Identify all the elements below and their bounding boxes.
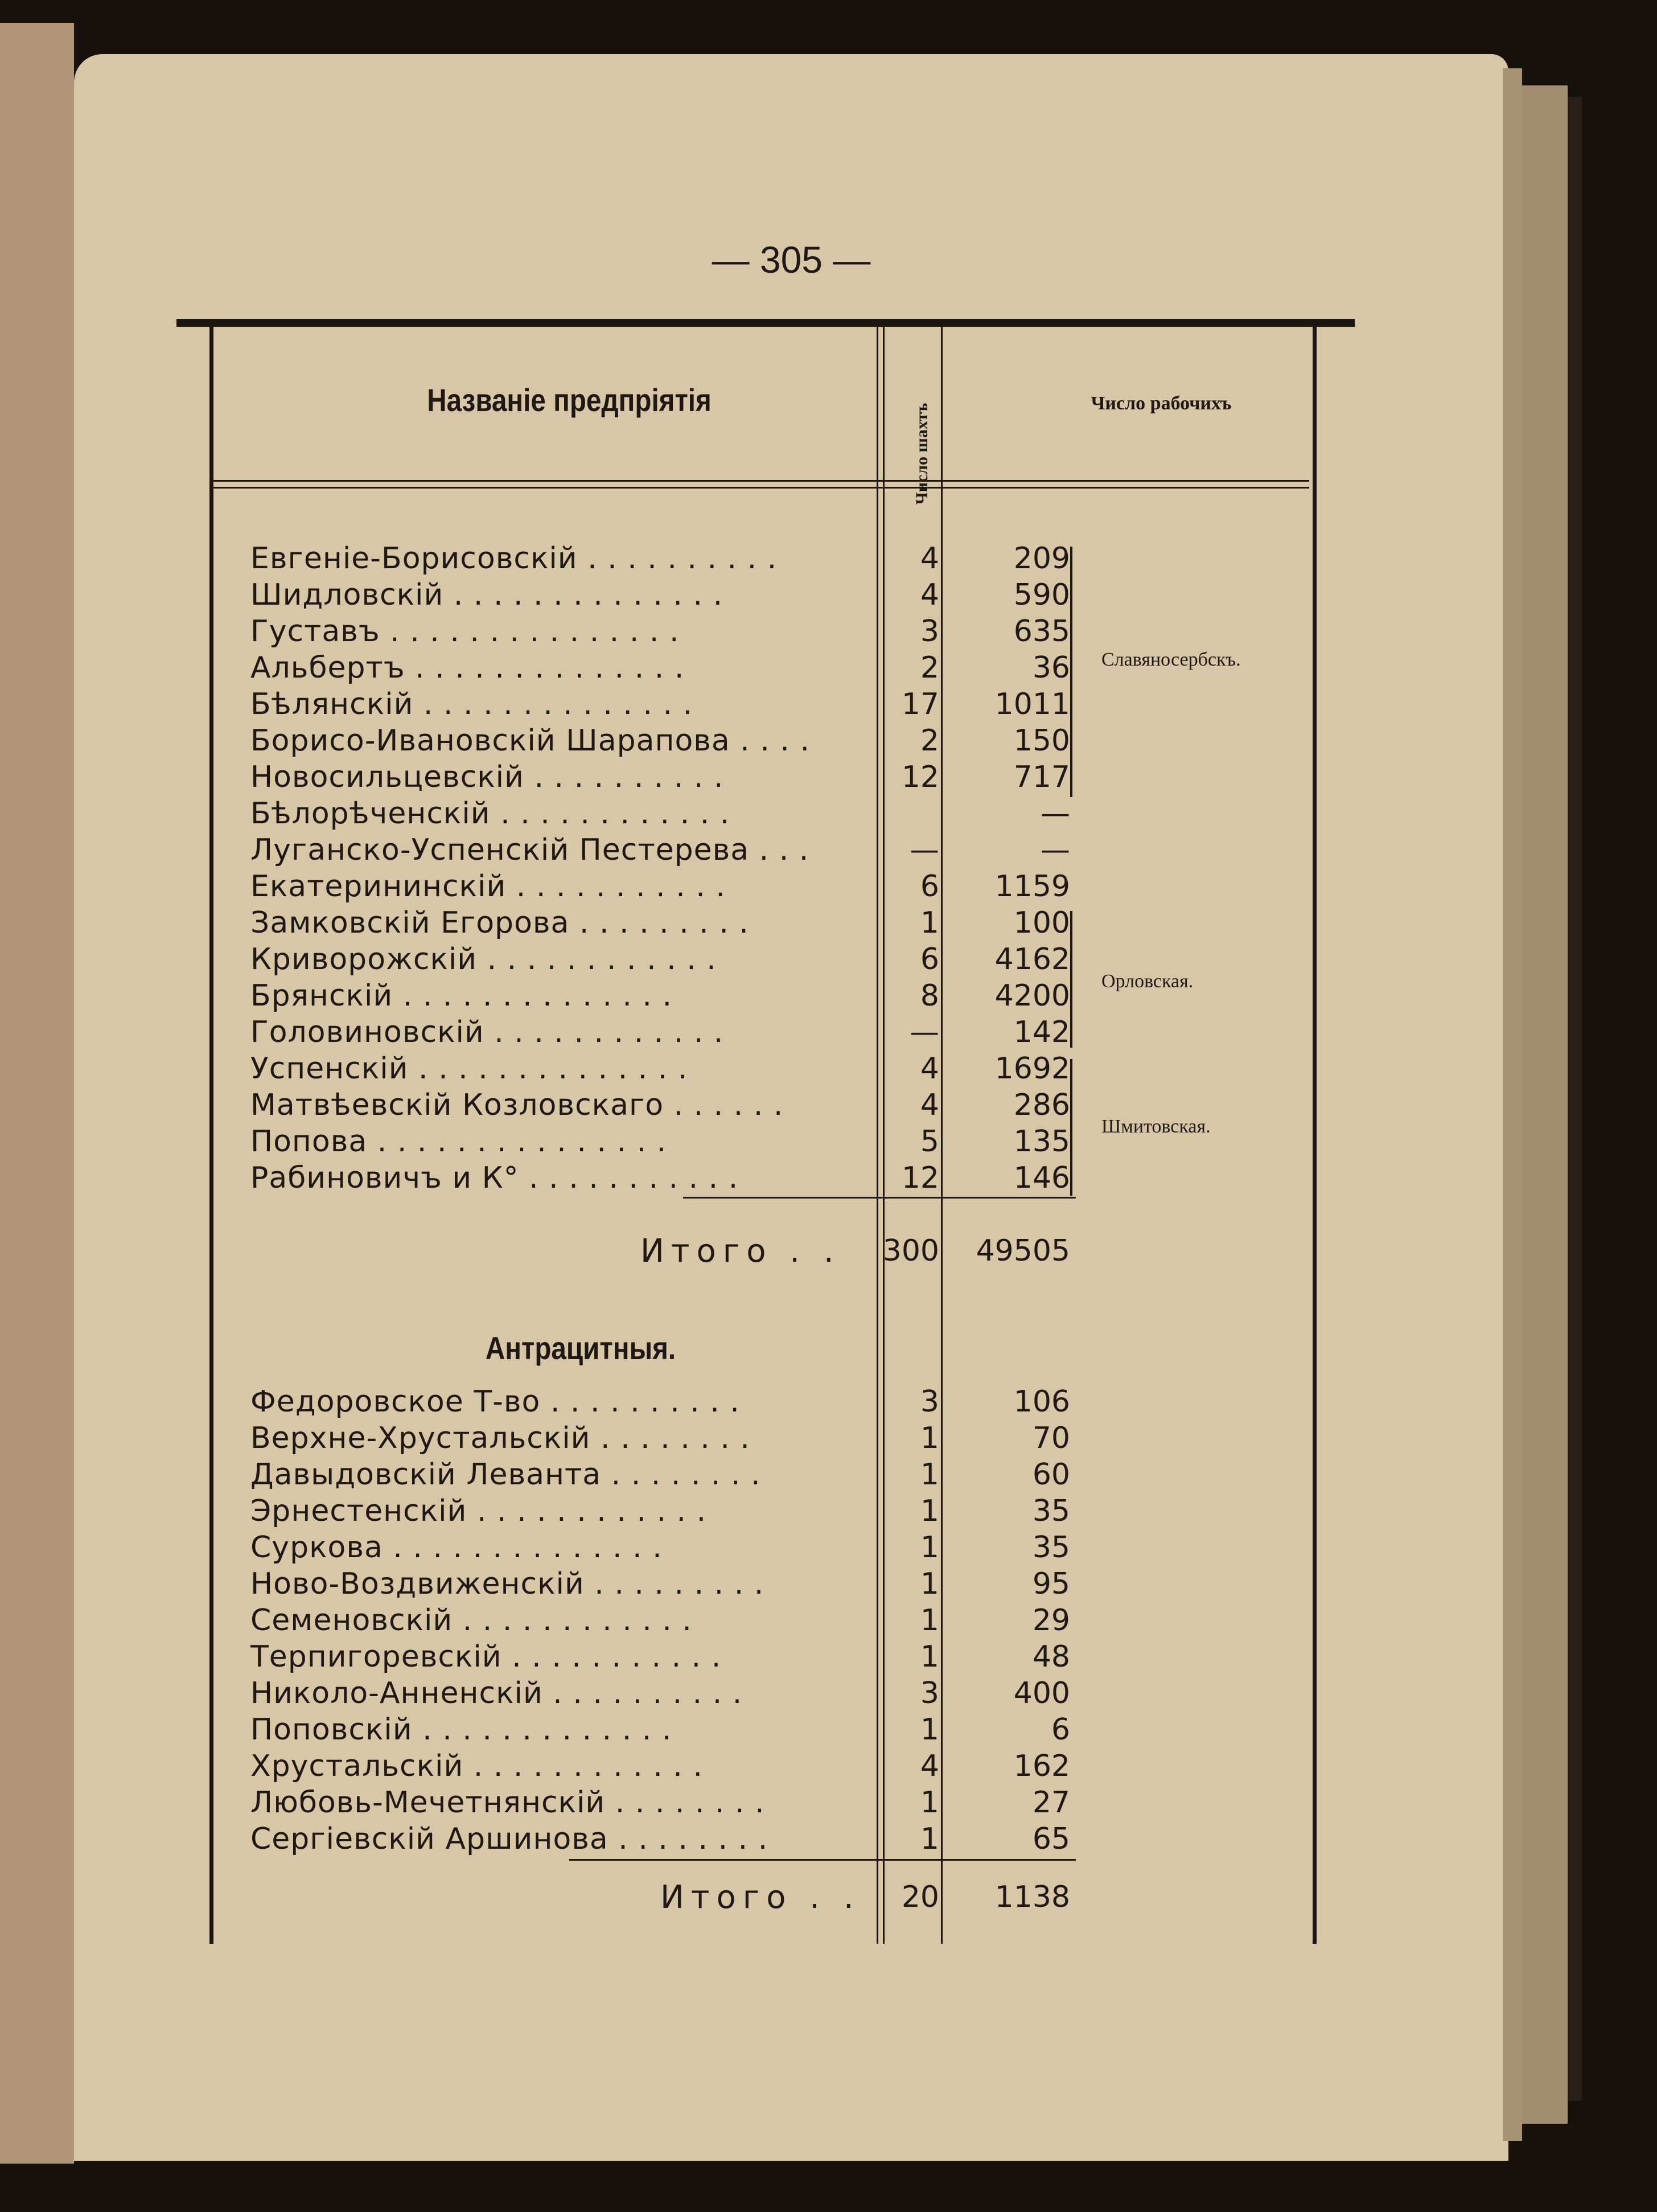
- mines-count: 1: [920, 1530, 939, 1565]
- group-brace: [1064, 911, 1072, 1048]
- enterprise-name: Николо-Анненскій . . . . . . . . . .: [250, 1676, 743, 1710]
- mines-count: 6: [920, 942, 939, 976]
- workers-count: 150: [1013, 724, 1070, 758]
- workers-count: 70: [1032, 1421, 1070, 1455]
- book-cover-edge: [1568, 97, 1582, 2101]
- mines-count: 1: [920, 1421, 939, 1455]
- enterprise-name: Суркова . . . . . . . . . . . . . .: [250, 1530, 663, 1565]
- enterprise-name: Давыдовскій Леванта . . . . . . . .: [250, 1458, 761, 1492]
- total-workers: 1138: [994, 1880, 1070, 1914]
- enterprise-name: Эрнестенскій . . . . . . . . . . . .: [250, 1494, 707, 1528]
- workers-count: 106: [1013, 1385, 1070, 1419]
- workers-count: 1159: [994, 869, 1070, 904]
- enterprise-name: Криворожскій . . . . . . . . . . . .: [250, 942, 717, 976]
- mines-count: 4: [920, 1088, 939, 1122]
- workers-count: 717: [1013, 760, 1070, 794]
- enterprise-name: Попова . . . . . . . . . . . . . . .: [250, 1125, 667, 1159]
- workers-count: 35: [1032, 1530, 1070, 1565]
- mines-count: 12: [901, 1161, 939, 1195]
- workers-count: 400: [1013, 1676, 1070, 1710]
- header-bottom-rule: [211, 480, 1309, 482]
- workers-column-header: Число рабочихъ: [1091, 393, 1232, 414]
- mines-count: 1: [920, 1786, 939, 1820]
- table-left-border: [209, 327, 213, 1944]
- enterprise-name: Рабиновичъ и К° . . . . . . . . . . .: [250, 1161, 739, 1195]
- mines-count: 4: [920, 1749, 939, 1783]
- enterprise-name: Верхне-Хрустальскій . . . . . . . .: [250, 1421, 750, 1455]
- enterprise-name: Любовь-Мечетнянскій . . . . . . . .: [250, 1786, 765, 1820]
- mines-count: 1: [920, 1713, 939, 1747]
- mines-count: 6: [920, 869, 939, 904]
- workers-count: 4200: [994, 979, 1070, 1013]
- enterprise-name: Бѣлянскій . . . . . . . . . . . . . .: [250, 687, 693, 721]
- total-rule: [683, 1197, 1076, 1199]
- workers-count: 48: [1032, 1640, 1070, 1674]
- enterprise-name: Шидловскій . . . . . . . . . . . . . .: [250, 578, 723, 612]
- enterprise-name: Успенскій . . . . . . . . . . . . . .: [250, 1052, 688, 1086]
- enterprise-name: Новосильцевскій . . . . . . . . . .: [250, 760, 724, 794]
- enterprise-name: Хрустальскій . . . . . . . . . . . .: [250, 1749, 703, 1783]
- mines-count: —: [910, 1015, 939, 1049]
- mines-count: 17: [901, 687, 939, 721]
- header-bottom-rule: [211, 487, 1309, 489]
- mines-count: 1: [920, 906, 939, 940]
- enterprise-name: Семеновскій . . . . . . . . . . . .: [250, 1603, 692, 1638]
- section-title: Антрацитныя.: [485, 1330, 676, 1366]
- mines-count: 5: [920, 1125, 939, 1159]
- mines-count: —: [910, 833, 939, 867]
- mines-count: 4: [920, 541, 939, 576]
- table-right-border: [1313, 327, 1317, 1944]
- page-number: — 305 —: [712, 239, 871, 281]
- workers-count: 1692: [994, 1052, 1070, 1086]
- workers-count: 135: [1013, 1125, 1070, 1159]
- workers-count: 65: [1032, 1822, 1070, 1856]
- workers-count: 27: [1032, 1786, 1070, 1820]
- workers-count: —: [1041, 833, 1070, 867]
- mines-count: 1: [920, 1822, 939, 1856]
- mines-count: 1: [920, 1567, 939, 1601]
- workers-count: 142: [1013, 1015, 1070, 1049]
- enterprise-name: Ново-Воздвиженскій . . . . . . . . .: [250, 1567, 764, 1601]
- enterprise-name: Евгеніе-Борисовскій . . . . . . . . . .: [250, 541, 778, 576]
- workers-count: 36: [1032, 651, 1070, 685]
- total-rule: [569, 1859, 1076, 1861]
- facing-page-edge: [0, 23, 74, 2164]
- enterprise-name: Екатерининскій . . . . . . . . . . .: [250, 869, 726, 904]
- workers-count: 4162: [994, 942, 1070, 976]
- mines-count: 4: [920, 1052, 939, 1086]
- enterprise-name: Густавъ . . . . . . . . . . . . . . .: [250, 614, 680, 649]
- total-label: Итого . .: [640, 1233, 841, 1270]
- enterprise-name: Терпигоревскій . . . . . . . . . . .: [250, 1640, 722, 1674]
- enterprise-name: Бѣлорѣченскій . . . . . . . . . . . .: [250, 797, 730, 831]
- group-brace: [1064, 1059, 1072, 1196]
- workers-count: 6: [1051, 1713, 1070, 1747]
- mines-count: 3: [920, 614, 939, 649]
- district-label: Шмитовская.: [1101, 1116, 1211, 1137]
- workers-count: 146: [1013, 1161, 1070, 1195]
- workers-count: 209: [1013, 541, 1070, 576]
- mines-count: 1: [920, 1640, 939, 1674]
- mines-count: 8: [920, 979, 939, 1013]
- workers-count: —: [1041, 797, 1070, 831]
- total-workers: 49505: [976, 1234, 1070, 1268]
- enterprise-name: Брянскій . . . . . . . . . . . . . .: [250, 979, 673, 1013]
- workers-count: 286: [1013, 1088, 1070, 1122]
- enterprise-name: Борисо-Ивановскій Шарапова . . . .: [250, 724, 810, 758]
- mines-count: 2: [920, 724, 939, 758]
- workers-count: 100: [1013, 906, 1070, 940]
- workers-count: 1011: [994, 687, 1070, 721]
- mines-count: 1: [920, 1494, 939, 1528]
- enterprise-name: Замковскій Егорова . . . . . . . . .: [250, 906, 749, 940]
- enterprise-name: Сергіевскій Аршинова . . . . . . . .: [250, 1822, 768, 1856]
- column-divider: [941, 327, 943, 1944]
- mines-count: 3: [920, 1385, 939, 1419]
- mines-count: 1: [920, 1603, 939, 1638]
- workers-count: 162: [1013, 1749, 1070, 1783]
- mines-column-header: Число шахтъ: [912, 403, 931, 505]
- workers-count: 590: [1013, 578, 1070, 612]
- enterprise-name: Матвѣевскій Козловскаго . . . . . .: [250, 1088, 784, 1122]
- mines-count: 4: [920, 578, 939, 612]
- enterprise-name: Альбертъ . . . . . . . . . . . . . .: [250, 651, 685, 685]
- mines-count: 3: [920, 1676, 939, 1710]
- enterprise-name: Федоровское Т-во . . . . . . . . . .: [250, 1385, 740, 1419]
- workers-count: 635: [1013, 614, 1070, 649]
- mines-count: 12: [901, 760, 939, 794]
- table-top-rule: [176, 319, 1355, 327]
- workers-count: 95: [1032, 1567, 1070, 1601]
- page-edge: [1522, 85, 1568, 2124]
- total-mines: 20: [901, 1880, 939, 1914]
- enterprise-name: Луганско-Успенскій Пестерева . . .: [250, 833, 809, 867]
- mines-count: 1: [920, 1458, 939, 1492]
- enterprise-name: Поповскій . . . . . . . . . . . . .: [250, 1713, 672, 1747]
- page-edge: [1503, 68, 1522, 2141]
- district-label: Орловская.: [1101, 971, 1194, 992]
- district-label: Славяносербскъ.: [1101, 649, 1241, 670]
- workers-count: 29: [1032, 1603, 1070, 1638]
- total-mines: 300: [882, 1234, 939, 1268]
- mines-count: 2: [920, 651, 939, 685]
- enterprise-name: Головиновскій . . . . . . . . . . . .: [250, 1015, 724, 1049]
- workers-count: 35: [1032, 1494, 1070, 1528]
- workers-count: 60: [1032, 1458, 1070, 1492]
- group-brace: [1064, 547, 1072, 797]
- enterprise-column-header: Названіе предпріятія: [427, 382, 712, 418]
- total-label: Итого . .: [660, 1879, 861, 1916]
